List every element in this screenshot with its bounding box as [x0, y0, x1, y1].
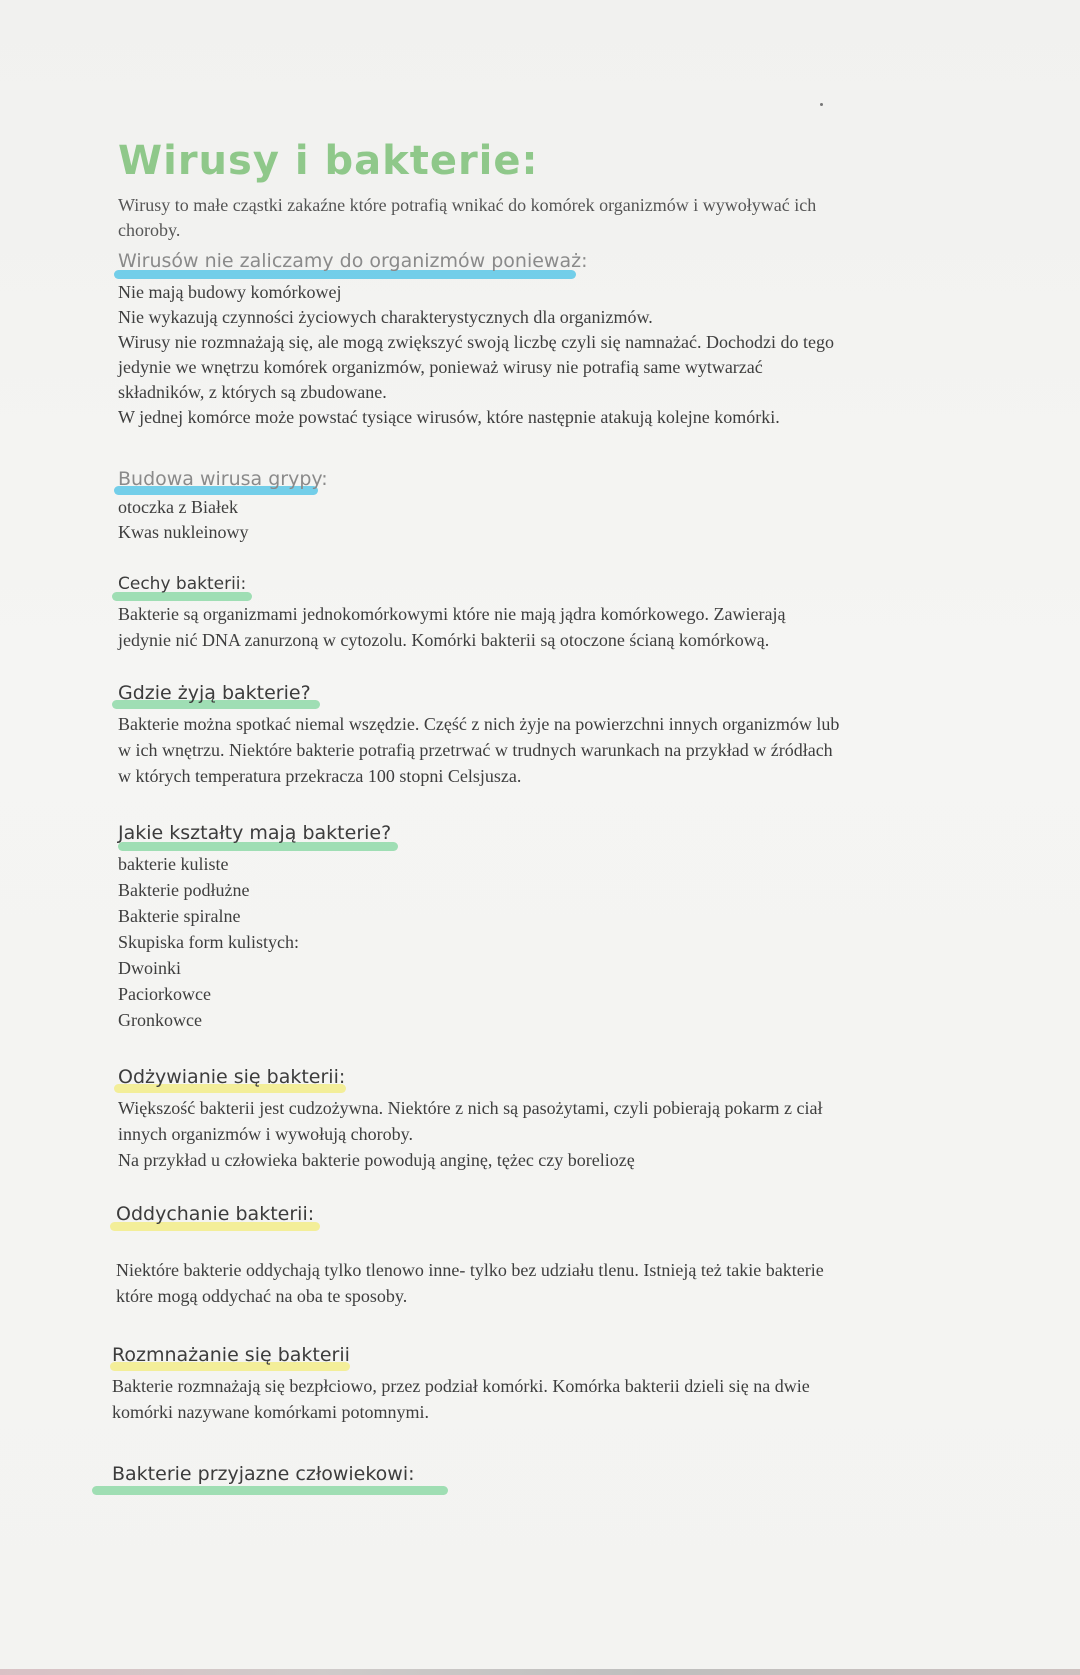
s6-line-2: innych organizmów i wywołują choroby. — [118, 1124, 413, 1144]
heading-viruses-not-organisms: Wirusów nie zaliczamy do organizmów ponieważ: — [118, 250, 588, 272]
s5-line-2: Bakterie podłużne — [118, 880, 250, 900]
paper-speck — [820, 103, 823, 106]
s6-line-1: Większość bakterii jest cudzożywna. Niektóre z nich są pasożytami, czyli pobierają pokarm z ciał — [118, 1098, 823, 1118]
intro-line-1: Wirusy to małe cząstki zakaźne które potrafią wnikać do komórek organizmów i wywoływać ich — [118, 195, 817, 215]
s2-line-1: otoczka z Białek — [118, 497, 238, 517]
s5-line-3: Bakterie spiralne — [118, 906, 241, 926]
s1-line-2: Nie wykazują czynności życiowych charakterystycznych dla organizmów. — [118, 307, 653, 327]
s1-line-5: składników, z których są zbudowane. — [118, 382, 387, 402]
s6-line-3: Na przykład u człowieka bakterie powodują anginę, tężec czy boreliozę — [118, 1150, 635, 1170]
intro-line-2: choroby. — [118, 220, 181, 240]
s7-line-1: Niektóre bakterie oddychają tylko tlenowo inne- tylko bez udziału tlenu. Istnieją też takie bakterie — [116, 1260, 824, 1280]
s8-line-1: Bakterie rozmnażają się bezpłciowo, przez podział komórki. Komórka bakterii dzieli się na dwie — [112, 1376, 810, 1396]
s4-line-1: Bakterie można spotkać niemal wszędzie. Część z nich żyje na powierzchni innych organizmów lub — [118, 714, 840, 734]
heading-bacteria-shapes: Jakie kształty mają bakterie? — [118, 822, 392, 844]
s7-line-2: które mogą oddychać na oba te sposoby. — [116, 1286, 408, 1306]
s1-line-4: jedynie we wnętrzu komórek organizmów, ponieważ wirusy nie potrafią same wytwarzać — [118, 357, 763, 377]
s3-line-2: jedynie nić DNA zanurzoną w cytozolu. Komórki bakterii są otoczone ścianą komórkową. — [118, 630, 770, 650]
page-title: Wirusy i bakterie: — [118, 138, 539, 184]
s5-line-1: bakterie kuliste — [118, 854, 229, 874]
highlight-green-9 — [92, 1486, 448, 1495]
s4-line-3: w których temperatura przekracza 100 stopni Celsjusza. — [118, 766, 522, 786]
s5-line-6: Paciorkowce — [118, 984, 211, 1004]
s5-line-7: Gronkowce — [118, 1010, 202, 1030]
s1-line-3: Wirusy nie rozmnażają się, ale mogą zwiększyć swoją liczbę czyli się namnażać. Dochodzi do tego — [118, 332, 834, 352]
s2-line-2: Kwas nukleinowy — [118, 522, 249, 542]
heading-flu-virus-structure: Budowa wirusa grypy: — [118, 468, 328, 490]
heading-friendly-bacteria: Bakterie przyjazne człowiekowi: — [112, 1463, 415, 1485]
heading-bacteria-nutrition: Odżywianie się bakterii: — [118, 1066, 346, 1088]
s8-line-2: komórki nazywane komórkami potomnymi. — [112, 1402, 429, 1422]
s4-line-2: w ich wnętrzu. Niektóre bakterie potrafią przetrwać w trudnych warunkach na przykład w źródłach — [118, 740, 833, 760]
heading-bacteria-reproduction: Rozmnażanie się bakterii — [112, 1344, 350, 1366]
scan-bottom-edge — [0, 1669, 1080, 1675]
heading-where-bacteria-live: Gdzie żyją bakterie? — [118, 682, 311, 704]
heading-bacteria-features: Cechy bakterii: — [118, 574, 247, 594]
heading-bacteria-respiration: Oddychanie bakterii: — [116, 1203, 315, 1225]
s1-line-1: Nie mają budowy komórkowej — [118, 282, 342, 302]
s1-line-6: W jednej komórce może powstać tysiące wirusów, które następnie atakują kolejne komórki. — [118, 407, 780, 427]
s3-line-1: Bakterie są organizmami jednokomórkowymi które nie mają jądra komórkowego. Zawierają — [118, 604, 786, 624]
s5-line-5: Dwoinki — [118, 958, 181, 978]
s5-line-4: Skupiska form kulistych: — [118, 932, 299, 952]
